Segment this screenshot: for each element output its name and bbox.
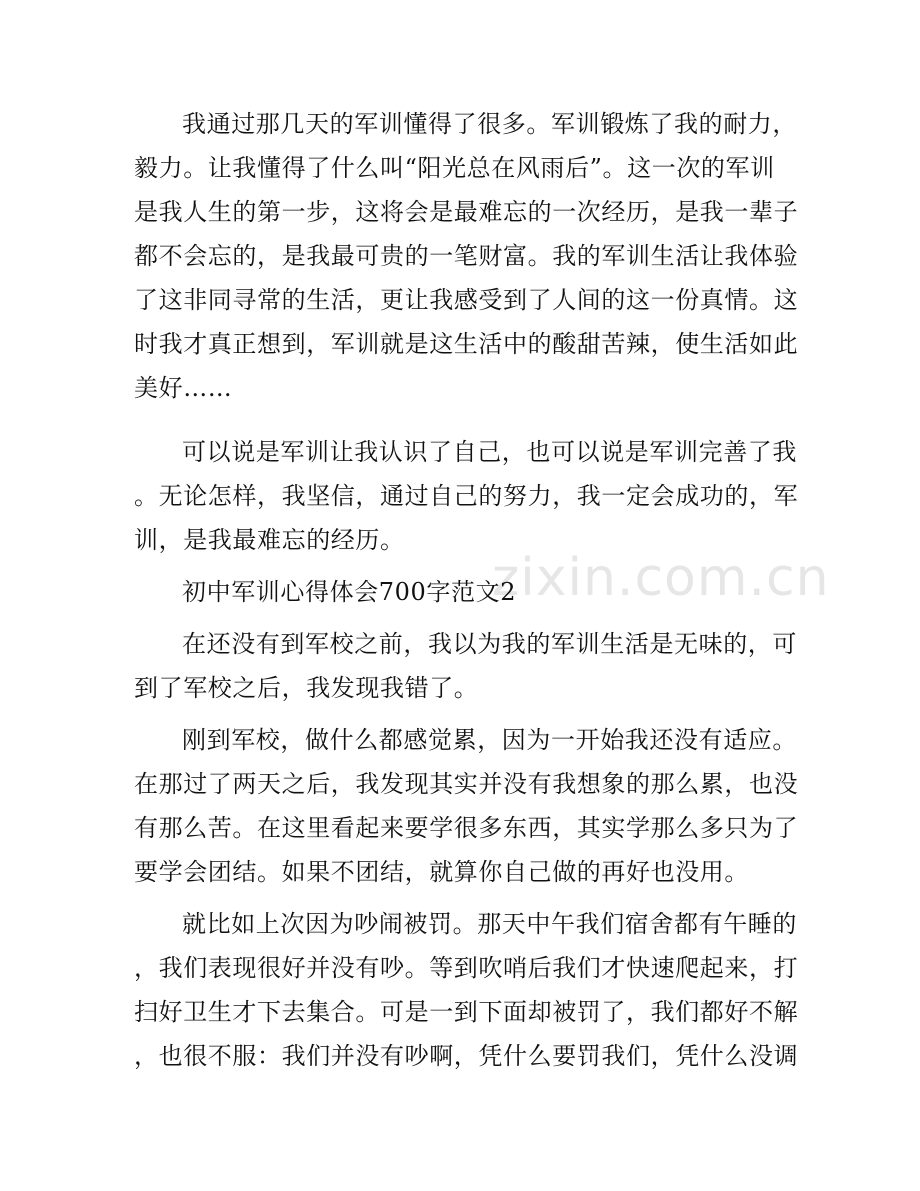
text-line: 可以说是军训让我认识了自己，也可以说是军训完善了我 <box>182 438 797 466</box>
text-line: 都不会忘的，是我最可贵的一笔财富。我的军训生活让我体验 <box>134 242 799 270</box>
text-line: 就比如上次因为吵闹被罚。那天中午我们宿舍都有午睡的 <box>182 910 797 938</box>
text-line: 在那过了两天之后，我发现其实并没有我想象的那么累，也没 <box>134 770 799 798</box>
text-line: 有那么苦。在这里看起来要学很多东西，其实学那么多只为了 <box>134 814 799 842</box>
watermark: zixin.com.cn <box>492 548 830 608</box>
text-line: 毅力。让我懂得了什么叫“阳光总在风雨后”。这一次的军训 <box>134 154 775 182</box>
text-line: 美好…… <box>134 374 233 402</box>
text-line: ，我们表现很好并没有吵。等到吹哨后我们才快速爬起来，打 <box>134 954 799 982</box>
text-line: 了这非同寻常的生活，更让我感受到了人间的这一份真情。这 <box>134 286 799 314</box>
text-line: 在还没有到军校之前，我以为我的军训生活是无味的，可 <box>182 630 797 658</box>
text-line: 。无论怎样，我坚信，通过自己的努力，我一定会成功的，军 <box>134 482 799 510</box>
section-heading: 初中军训心得体会700字范文2 <box>182 578 517 606</box>
text-line: 刚到军校，做什么都感觉累，因为一开始我还没有适应。 <box>182 726 797 754</box>
text-line: 到了军校之后，我发现我错了。 <box>134 674 479 702</box>
text-line: 我通过那几天的军训懂得了很多。军训锻炼了我的耐力， <box>182 110 797 138</box>
text-line: 扫好卫生才下去集合。可是一到下面却被罚了，我们都好不解 <box>134 998 799 1026</box>
text-line: 是我人生的第一步，这将会是最难忘的一次经历，是我一辈子 <box>134 198 799 226</box>
text-line: 时我才真正想到，军训就是这生活中的酸甜苦辣，使生活如此 <box>134 330 799 358</box>
text-line: 要学会团结。如果不团结，就算你自己做的再好也没用。 <box>134 858 749 886</box>
text-line: 训，是我最难忘的经历。 <box>134 526 405 554</box>
text-line: ，也很不服：我们并没有吵啊，凭什么要罚我们，凭什么没调 <box>134 1042 799 1070</box>
